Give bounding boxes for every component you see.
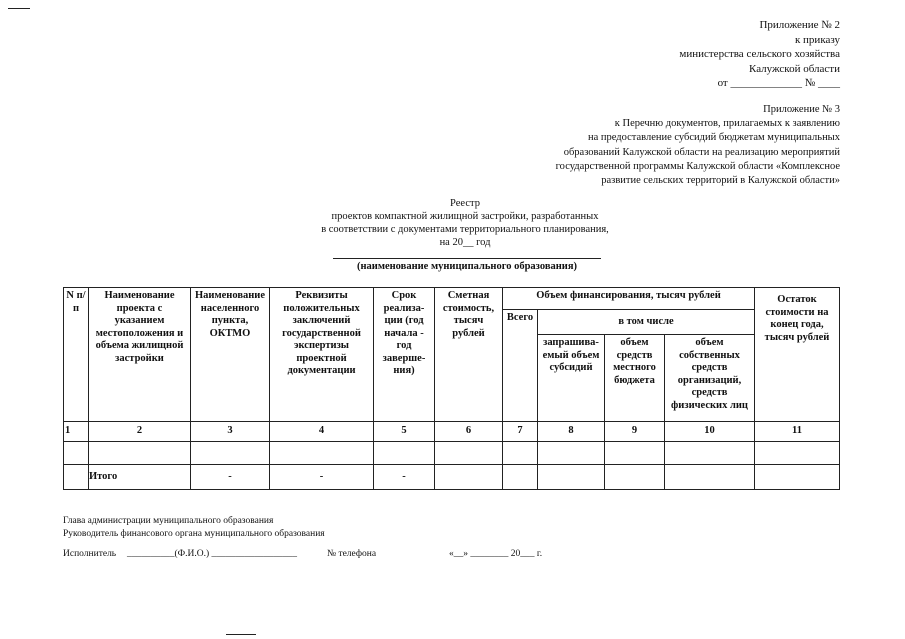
register-table [63, 287, 840, 490]
total-num-cell [64, 465, 89, 490]
col-num-4: 4 [270, 422, 374, 442]
header-total: Всего [503, 310, 538, 422]
total-period: - [374, 465, 435, 490]
table-row-total [64, 465, 840, 490]
signature-finance-head: Руководитель финансового органа муниципального образования [63, 528, 325, 539]
appendix-3-line-1: к Перечню документов, прилагаемых к заявлению [614, 118, 840, 130]
empty-cell [374, 442, 435, 465]
executor-fio: __________(Ф.И.О.) __________________ [127, 549, 298, 559]
header-financing: Объем финансирования, тысяч рублей [503, 288, 755, 310]
header-period: Срок реализа-ции (год начала - год заверше-ния) [374, 288, 435, 422]
header-remainder: Остаток стоимости на конец года, тысяч рублей [755, 288, 840, 422]
empty-cell [435, 442, 503, 465]
total-local-cell [605, 465, 665, 490]
appendix-3-header [556, 103, 840, 188]
column-numbers-row [64, 422, 840, 442]
col-num-8: 8 [538, 422, 605, 442]
appendix-2-order: к приказу [794, 33, 840, 46]
total-cost-cell [435, 465, 503, 490]
empty-cell [191, 442, 270, 465]
header-including: в том числе [538, 310, 755, 335]
header-requisites: Реквизиты положительных заключений государственной экспертизы проектной документации [270, 288, 374, 422]
register-title-line-2: в соответствии с документами территориального планирования, [321, 224, 609, 235]
col-num-10: 10 [665, 422, 755, 442]
table-row-empty [64, 442, 840, 465]
register-title-line-1: проектов компактной жилищной застройки, разработанных [331, 211, 599, 222]
header-subsidy: запрашива-емый объем субсидий [538, 335, 605, 422]
appendix-3-title: Приложение № 3 [763, 104, 840, 115]
col-num-3: 3 [191, 422, 270, 442]
empty-cell [538, 442, 605, 465]
col-num-5: 5 [374, 422, 435, 442]
header-cost: Сметная стоимость, тысяч рублей [435, 288, 503, 422]
header-row-1 [64, 288, 840, 310]
executor-phone: № телефона [327, 549, 377, 559]
header-num: N п/п [64, 288, 89, 422]
municipality-caption: (наименование муниципального образования) [356, 261, 578, 272]
empty-cell [89, 442, 191, 465]
header-local-budget: объем средств местного бюджета [605, 335, 665, 422]
appendix-2-date-number: от _____________ № ____ [717, 77, 840, 89]
total-label: Итого [89, 465, 191, 490]
scan-mark-bottom [226, 634, 256, 635]
appendix-3-line-3: образований Калужской области на реализацию мероприятий [563, 146, 840, 158]
total-all-cell [503, 465, 538, 490]
appendix-2-ministry: министерства сельского хозяйства [679, 48, 840, 60]
signatures [63, 515, 325, 540]
empty-cell [755, 442, 840, 465]
header-settlement: Наименование населенного пункта, ОКТМО [191, 288, 270, 422]
scan-mark-top [8, 8, 30, 9]
total-remainder-cell [755, 465, 840, 490]
executor-label: Исполнитель [63, 549, 117, 559]
appendix-2-region: Калужской области [749, 62, 840, 75]
empty-cell [270, 442, 374, 465]
municipality-fill-line [333, 258, 601, 259]
appendix-3-line-5: развитие сельских территорий в Калужской области» [601, 175, 840, 187]
total-subsidy-cell [538, 465, 605, 490]
appendix-3-line-2: на предоставление субсидий бюджетам муниципальных [587, 132, 840, 144]
header-project: Наименование проекта с указанием местоположения и объема жилищной застройки [89, 288, 191, 422]
col-num-7: 7 [503, 422, 538, 442]
executor-date: «__» ________ 20___ г. [449, 549, 543, 559]
col-num-11: 11 [755, 422, 840, 442]
empty-cell [64, 442, 89, 465]
empty-cell [503, 442, 538, 465]
register-heading: Реестр [450, 198, 480, 209]
total-settlement: - [191, 465, 270, 490]
signature-head: Глава администрации муниципального образования [63, 516, 274, 526]
header-own-funds: объем собственных средств организаций, средств физических лиц [665, 335, 755, 422]
total-own-cell [665, 465, 755, 490]
appendix-2-header [679, 18, 840, 91]
col-num-9: 9 [605, 422, 665, 442]
empty-cell [665, 442, 755, 465]
register-title [265, 197, 665, 249]
col-num-1: 1 [64, 422, 89, 442]
empty-cell [605, 442, 665, 465]
total-requisites: - [270, 465, 374, 490]
appendix-2-title: Приложение № 2 [759, 19, 840, 31]
col-num-2: 2 [89, 422, 191, 442]
register-title-year: на 20__ год [439, 237, 491, 248]
appendix-3-line-4: государственной программы Калужской области «Комплексное [555, 160, 840, 172]
col-num-6: 6 [435, 422, 503, 442]
